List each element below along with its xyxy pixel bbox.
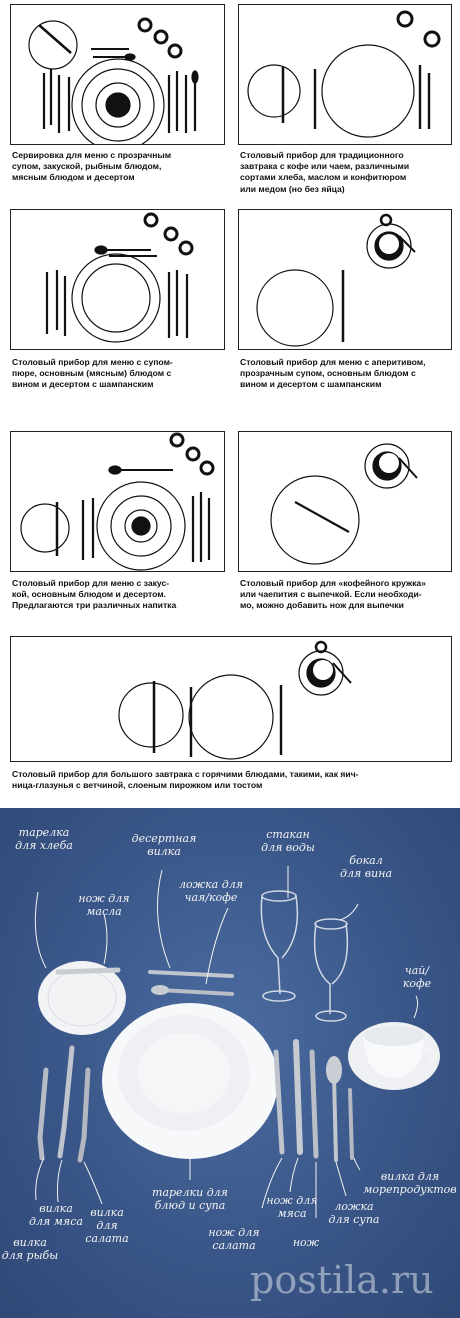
plate-icon (72, 254, 160, 342)
panel-7 (10, 636, 452, 762)
tea-spoon (160, 990, 232, 994)
label-meat-fork: вилка для мяса (29, 1202, 83, 1228)
bread-plate-icon (248, 65, 300, 117)
label-fish-fork: вилка для рыбы (1, 1236, 59, 1262)
knife-icon (193, 492, 209, 562)
plate-icon (271, 476, 359, 564)
plate-icon (257, 270, 333, 346)
panel-6 (238, 431, 452, 572)
knife-icon (420, 65, 429, 129)
bread-plate-icon (29, 21, 77, 69)
glass-icon (139, 19, 151, 31)
caption-5: Столовый прибор для меню с закус- кой, основным блюдом и десертом. Предлагаются три различных напитка (12, 578, 177, 611)
knife-icon (169, 270, 187, 338)
label-seafood-fork: вилка для морепродуктов (363, 1170, 457, 1196)
table-setting-photo (0, 808, 460, 1318)
label-plates: тарелки для блюд и супа (152, 1186, 228, 1212)
meat-knife (296, 1042, 300, 1152)
fork-icon (83, 498, 93, 560)
label-dessert-fork: десертная вилка (131, 832, 197, 858)
salad-fork (80, 1070, 88, 1160)
panel-1 (10, 4, 225, 145)
cup-icon (398, 12, 412, 26)
caption-1: Сервировка для меню с прозрачным супом, закуской, рыбным блюдом, мясным блюдом и десертом (12, 150, 172, 183)
panel-2 (238, 4, 452, 145)
water-glass (261, 891, 297, 1001)
caption-2: Столовый прибор для традиционного завтрака с кофе или чаем, различными сортами хлеба, маслом и конфитюром или медом (но без яйца) (240, 150, 410, 194)
label-bread-plate: тарелка для хлеба (15, 826, 73, 852)
butter-knife-icon (39, 25, 71, 53)
fork-icon (295, 502, 349, 532)
panel-5 (10, 431, 225, 572)
caption-6: Столовый прибор для «кофейного кружка» или чаепития с выпечкой. Если необходи- мо, можно добавить нож для выпечки (240, 578, 426, 611)
seafood-fork (350, 1090, 352, 1158)
label-wine-glass: бокал для вина (339, 854, 393, 880)
wine-glass (315, 919, 348, 1021)
caption-7: Столовый прибор для большого завтрака с горячими блюдами, такими, как яич- ница-глазунья с ветчиной, слоеным пирожком или тостом (12, 769, 359, 791)
bread-plate-icon (21, 504, 69, 552)
watermark: postila.ru (250, 1258, 434, 1302)
salad-knife (276, 1052, 282, 1152)
fish-knife (312, 1052, 316, 1156)
label-salad-knife: нож для салата (208, 1226, 260, 1252)
fish-fork (40, 1070, 46, 1158)
meat-fork (60, 1048, 72, 1156)
caption-3: Столовый прибор для меню с супом- пюре, основным (мясным) блюдом с вином и десертом с шампанским (12, 357, 173, 390)
label-water-glass: стакан для воды (261, 828, 315, 854)
panel-4 (238, 209, 452, 350)
label-tea: чай/ кофе (402, 964, 432, 990)
label-soup-spoon: ложка для супа (328, 1200, 380, 1226)
dessert-fork (150, 972, 232, 976)
fork-icon (47, 270, 65, 336)
fork-icon (44, 69, 69, 133)
label-tea-spoon: ложка для чая/кофе (178, 878, 243, 904)
caption-4: Столовый прибор для меню с аперитивом, прозрачным супом, основным блюдом с вином и десертом с шампанским (240, 357, 426, 390)
butter-knife (58, 970, 118, 972)
label-salad-fork: вилка для салата (85, 1206, 129, 1245)
label-meat-knife: нож для мяса (266, 1194, 318, 1220)
soup-spoon (334, 1076, 336, 1160)
plate-icon (189, 675, 273, 759)
label-butter-knife: нож для масла (78, 892, 130, 918)
knife-icon (169, 71, 195, 133)
label-fish-knife: нож (292, 1236, 320, 1249)
panel-3 (10, 209, 225, 350)
glass-icon (169, 45, 181, 57)
plate-icon (322, 45, 414, 137)
glass-icon (155, 31, 167, 43)
bread-plate-icon (119, 683, 183, 747)
